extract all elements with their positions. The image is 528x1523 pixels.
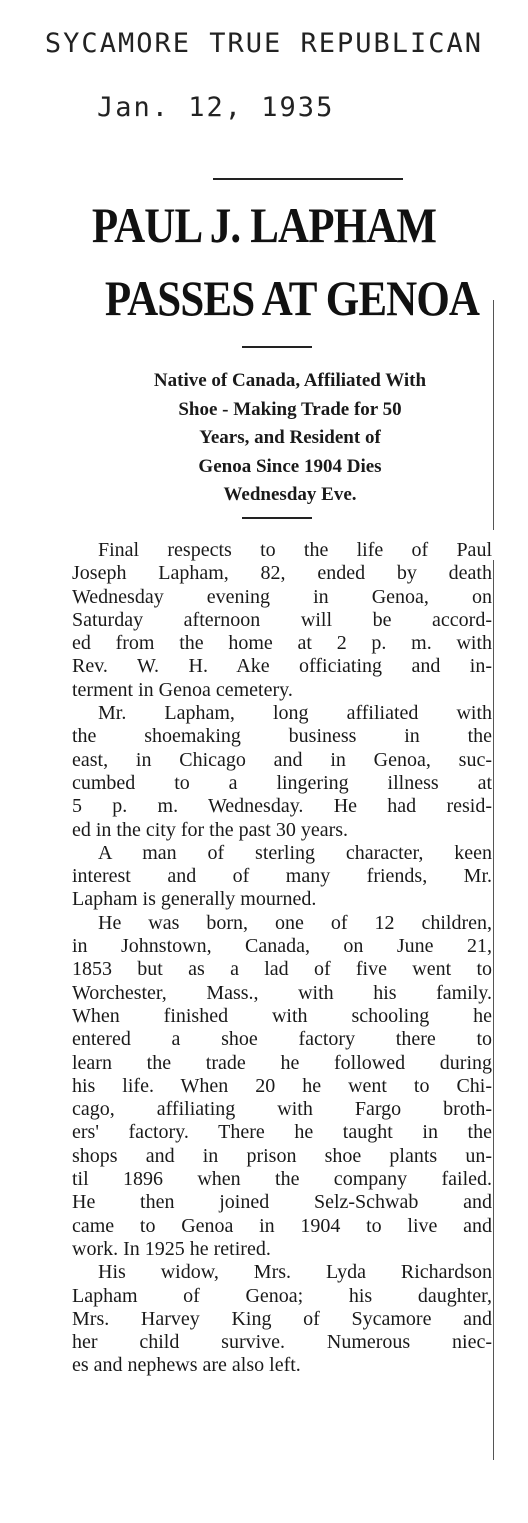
deck-line: Shoe - Making Trade for 50: [178, 398, 402, 420]
deck-line: Genoa Since 1904 Dies: [198, 455, 382, 477]
text-line: Mrs. Harvey King of Sycamore and: [72, 1307, 492, 1330]
text-line: learn the trade he followed during: [72, 1051, 492, 1074]
paragraph: [72, 842, 492, 912]
text-line: til 1896 when the company failed.: [72, 1168, 492, 1191]
text-line: 1853 but as a lad of five went to: [72, 958, 492, 981]
text-line: terment in Genoa cemetery.: [72, 678, 293, 701]
deck-bottom-rule: [242, 517, 312, 519]
text-line: 5 p. m. Wednesday. He had resid-: [72, 795, 492, 818]
text-line: work. In 1925 he retired.: [72, 1237, 271, 1260]
text-line: Worchester, Mass., with his family.: [72, 981, 492, 1004]
text-line: Saturday afternoon will be accord-: [72, 608, 492, 631]
text-line: shops and in prison shoe plants un-: [72, 1144, 492, 1167]
text-line: ed in the city for the past 30 years.: [72, 818, 349, 841]
deck-top-rule: [242, 346, 312, 348]
paragraph: [72, 702, 492, 842]
deck-line: Years, and Resident of: [199, 427, 381, 448]
text-line: his life. When 20 he went to Chi-: [72, 1074, 492, 1097]
text-line: cumbed to a lingering illness at: [72, 771, 492, 794]
text-line: Wednesday evening in Genoa, on: [72, 585, 492, 608]
text-line: ed from the home at 2 p. m. with: [72, 632, 492, 655]
subheadline-deck: [80, 367, 500, 510]
text-line: When finished with schooling he: [72, 1004, 492, 1027]
text-line: He was born, one of 12 children,: [98, 911, 492, 934]
text-line: interest and of many friends, Mr.: [72, 865, 492, 888]
top-rule: [213, 178, 403, 180]
headline-line-1: PAUL J. LAPHAM: [91, 197, 437, 253]
clipping-edge-mark: [493, 560, 494, 1460]
text-line: Mr. Lapham, long affiliated with: [98, 702, 492, 725]
text-line: es and nephews are also left.: [72, 1354, 301, 1377]
text-line: the shoemaking business in the: [72, 725, 492, 748]
paragraph: [72, 539, 492, 702]
text-line: A man of sterling character, keen: [98, 841, 492, 864]
text-line: ers' factory. There he taught in the: [72, 1121, 492, 1144]
clipping-edge-mark: [493, 300, 494, 530]
text-line: in Johnstown, Canada, on June 21,: [72, 935, 492, 958]
deck-line: Wednesday Eve.: [223, 484, 357, 505]
text-line: Lapham of Genoa; his daughter,: [72, 1284, 492, 1307]
paragraph: [72, 912, 492, 1261]
headline-line-2: PASSES AT GENOA: [104, 270, 480, 326]
text-line: Rev. W. H. Ake officiating and in-: [72, 655, 492, 678]
text-line: her child survive. Numerous niec-: [72, 1331, 492, 1354]
publication-name: SYCAMORE TRUE REPUBLICAN: [44, 28, 484, 59]
text-line: He then joined Selz-Schwab and: [72, 1191, 492, 1214]
text-line: east, in Chicago and in Genoa, suc-: [72, 748, 492, 771]
text-line: Joseph Lapham, 82, ended by death: [72, 562, 492, 585]
text-line: cago, affiliating with Fargo broth-: [72, 1098, 492, 1121]
text-line: entered a shoe factory there to: [72, 1028, 492, 1051]
text-line: Final respects to the life of Paul: [98, 539, 492, 561]
text-line: came to Genoa in 1904 to live and: [72, 1214, 492, 1237]
text-line: Lapham is generally mourned.: [72, 888, 317, 911]
article-body: [72, 539, 492, 1378]
text-line: His widow, Mrs. Lyda Richardson: [98, 1261, 492, 1284]
publication-date: Jan. 12, 1935: [97, 92, 335, 123]
deck-line: Native of Canada, Affiliated With: [153, 370, 427, 391]
paragraph: [72, 1261, 492, 1377]
